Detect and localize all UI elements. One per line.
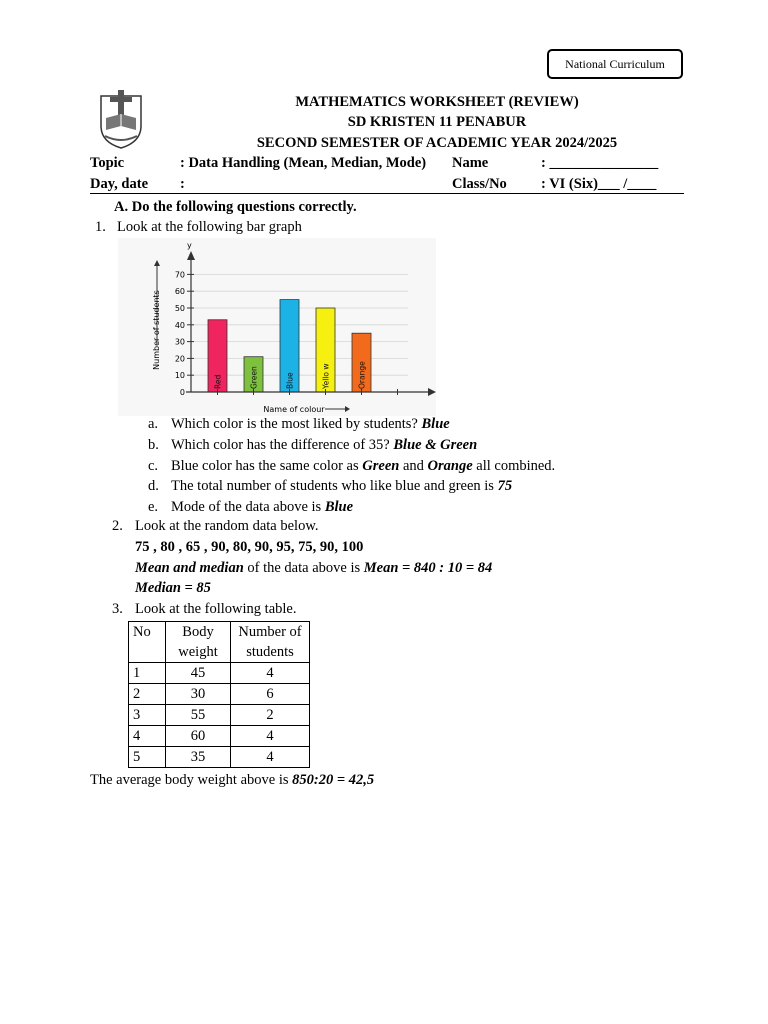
q1c-answer-orange: Orange	[427, 458, 473, 474]
q2-mean-answer: Mean = 840 : 10 = 84	[363, 560, 493, 576]
y-tick-label: 60	[174, 287, 185, 297]
header-divider	[90, 193, 684, 194]
worksheet-title: MATHEMATICS WORKSHEET (REVIEW)	[295, 94, 579, 110]
table-row: 1 45 4	[129, 663, 310, 684]
y-tick-label: 40	[174, 320, 185, 330]
table-header-row	[129, 622, 310, 663]
ylabel-arrow-icon	[154, 260, 160, 266]
chart-xlabel: Name of colour	[263, 405, 325, 414]
q1-number: 1.	[95, 219, 106, 235]
q1b-answer: Blue & Green	[393, 437, 478, 453]
q1c-text: Blue color has the same color as Green and Orange all combined.	[171, 458, 556, 474]
q1d-answer: 75	[497, 478, 513, 494]
q1a-marker: a.	[148, 416, 159, 432]
y-axis-letter: y	[187, 241, 192, 250]
q1e-answer: Blue	[324, 499, 354, 515]
q2-median-answer: Median = 85	[135, 580, 211, 596]
average-answer-line: The average body weight above is 850:20 = 42,5	[90, 772, 375, 788]
q1b-text: Which color has the difference of 35? Blue & Green	[171, 437, 478, 453]
topic-label: Topic	[90, 155, 125, 171]
school-name: SD KRISTEN 11 PENABUR	[347, 114, 527, 130]
q1d-marker: d.	[148, 478, 159, 494]
name-label: Name	[452, 155, 489, 171]
day-date-label: Day, date	[90, 176, 148, 192]
bar-category-label: Blue	[285, 372, 295, 389]
bar-chart	[118, 238, 436, 416]
body-weight-table	[128, 621, 310, 768]
y-tick-label: 30	[174, 337, 185, 347]
table-row: 4 60 4	[129, 726, 310, 747]
table-header-body-weight: Body weight	[166, 622, 231, 663]
name-field[interactable]: : _______________	[541, 155, 659, 171]
bar-chart-svg	[118, 238, 436, 416]
class-label: Class/No	[452, 176, 507, 192]
topic-value: : Data Handling (Mean, Median, Mode)	[180, 155, 427, 171]
y-tick-label: 20	[174, 354, 185, 364]
table-header-students: Number of students	[231, 622, 310, 663]
y-tick-label: 10	[174, 371, 185, 381]
q3-number: 3.	[112, 601, 123, 617]
q2-prompt: Look at the random data below.	[135, 518, 319, 534]
q1-prompt: Look at the following bar graph	[117, 219, 302, 235]
q1c-marker: c.	[148, 458, 159, 474]
bar-category-label: Yello w	[321, 363, 331, 389]
y-axis-arrow-icon	[187, 251, 195, 260]
x-axis-arrow-icon	[428, 388, 436, 396]
table-row: 3 55 2	[129, 705, 310, 726]
chart-ylabel: Number of students	[152, 290, 161, 370]
q2-number: 2.	[112, 518, 123, 534]
y-tick-label: 50	[174, 304, 185, 313]
q1c-answer-green: Green	[362, 458, 400, 474]
curriculum-badge: National Curriculum	[547, 49, 683, 79]
q2-data: 75 , 80 , 65 , 90, 80, 90, 95, 75, 90, 100	[135, 539, 364, 555]
average-answer: 850:20 = 42,5	[292, 772, 375, 788]
q1e-text: Mode of the data above is Blue	[171, 499, 354, 515]
xlabel-arrow-icon	[345, 406, 350, 412]
y-tick-label: 0	[179, 388, 185, 397]
semester-title: SECOND SEMESTER OF ACADEMIC YEAR 2024/2025	[256, 135, 618, 151]
bar-category-label: Red	[213, 374, 223, 389]
school-logo-icon	[96, 88, 146, 150]
table-header-no: No	[129, 622, 166, 663]
day-date-field[interactable]: :	[180, 176, 185, 192]
q3-prompt: Look at the following table.	[135, 601, 297, 617]
q2-answer-line: Mean and median of the data above is Mean = 840 : 10 = 84	[135, 560, 493, 576]
table-row: 2 30 6	[129, 684, 310, 705]
q1b-marker: b.	[148, 437, 159, 453]
q1e-marker: e.	[148, 499, 159, 515]
table-row: 5 35 4	[129, 747, 310, 768]
bar-category-label: Green	[249, 366, 259, 389]
y-tick-label: 70	[174, 270, 185, 280]
q1a-text: Which color is the most liked by students? Blue	[171, 416, 450, 432]
q1d-text: The total number of students who like blue and green is 75	[171, 478, 513, 494]
section-a-heading: A. Do the following questions correctly.	[114, 199, 357, 215]
q1a-answer: Blue	[421, 416, 450, 432]
class-field[interactable]: : VI (Six)___ /____	[541, 176, 657, 192]
bar-category-label: Orange	[357, 361, 367, 389]
